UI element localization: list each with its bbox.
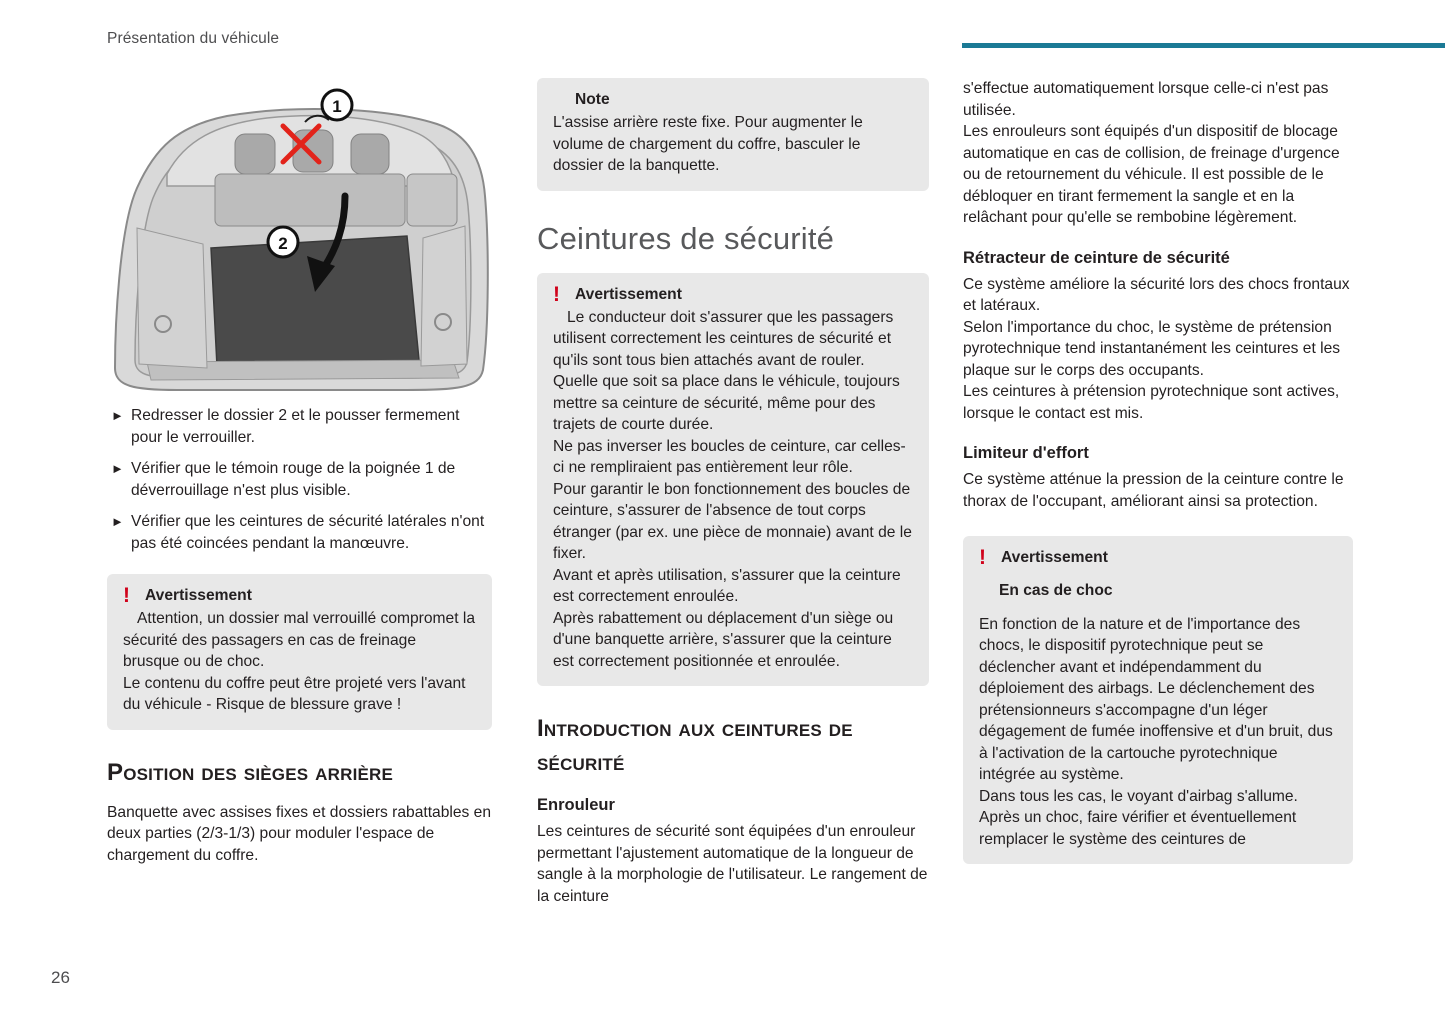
callout-paragraph: Attention, un dossier mal verrouillé compromet la sécurité des passagers en cas de freinage brusque ou de choc.: [123, 610, 476, 670]
column-middle: [537, 78, 929, 907]
callout-body: [979, 614, 1337, 851]
info-icon: [553, 90, 575, 109]
warning-icon: !: [979, 546, 986, 569]
list-item: [107, 405, 492, 448]
callout-header: [979, 548, 1337, 568]
section-paragraph: Les ceintures à prétension pyrotechnique sont actives, lorsque le contact est mis.: [963, 383, 1340, 422]
header-title: Présentation du véhicule: [107, 30, 280, 47]
callout-paragraph: Le contenu du coffre peut être projeté vers l'avant du véhicule - Risque de blessure grave !: [123, 674, 466, 713]
callout-paragraph: L'assise arrière reste fixe. Pour augmenter le volume de chargement du coffre, basculer le dossier de la banquette.: [553, 114, 863, 174]
section-body: Les ceintures de sécurité sont équipées d'un enrouleur permettant l'ajustement automatique de la longueur de sangle à la morphologie de l'utilisateur. Le rangement de la ceinture: [537, 823, 928, 905]
callout-subtitle: En cas de choc: [999, 582, 1113, 599]
bullet-marker-icon: ►: [111, 461, 124, 476]
bullet-marker-icon: ►: [111, 514, 124, 529]
page-number: 26: [51, 968, 70, 987]
callout-body: [553, 112, 913, 177]
column-left: [107, 78, 492, 866]
warning-icon: !: [123, 584, 130, 607]
callout-header: [553, 90, 913, 110]
note-callout-box: [537, 78, 929, 191]
header-accent-rule: [962, 43, 1445, 48]
subsection-heading-limiteur: Limiteur d'effort: [963, 444, 1089, 462]
callout-paragraph: Pour garantir le bon fonctionnement des boucles de ceinture, s'assurer de l'absence de tout corps étranger (par ex. une pièce de monnaie) avant de le fixer.: [553, 480, 912, 562]
instruction-list: [107, 405, 492, 554]
retracteur-body: [963, 274, 1353, 425]
callout-title: Avertissement: [145, 587, 252, 604]
callout-body: [123, 608, 476, 716]
callout-paragraph: Après un choc, faire vérifier et éventuellement remplacer le système des ceintures de: [979, 809, 1297, 848]
callout-body: [553, 307, 913, 673]
subsection-heading-retracteur: Rétracteur de ceinture de sécurité: [963, 248, 1230, 267]
callout-header: [553, 282, 913, 306]
svg-text:1: 1: [332, 97, 342, 116]
callout-paragraph: Dans tous les cas, le voyant d'airbag s'allume.: [979, 787, 1298, 805]
list-item-text: Vérifier que les ceintures de sécurité latérales n'ont pas été coincées pendant la manœuvre.: [131, 513, 485, 552]
callout-paragraph: Le conducteur doit s'assurer que les passagers utilisent correctement les ceintures de sécurité et qu'ils sont tous bien attachés avant de rouler.: [553, 308, 894, 369]
svg-text:2: 2: [278, 234, 288, 253]
callout-title: Avertissement: [575, 285, 682, 303]
warning-callout-box: [107, 574, 492, 730]
list-item-text: Vérifier que le témoin rouge de la poignée 1 de déverrouillage n'est plus visible.: [131, 460, 456, 499]
callout-paragraph: Quelle que soit sa place dans le véhicule, toujours mettre sa ceinture de sécurité, même pour des trajets de courte durée.: [553, 373, 900, 433]
callout-title: Avertissement: [1001, 549, 1108, 566]
chapter-title-seat-belts: Ceintures de sécurité: [537, 220, 835, 256]
column-right: [963, 78, 1353, 864]
page-header: [107, 30, 1445, 60]
list-item-text: Redresser le dossier 2 et le pousser fermement pour le verrouiller.: [131, 407, 460, 446]
callout-paragraph: Après rabattement ou déplacement d'un siège ou d'une banquette arrière, s'assurer que la ceinture est correctement positionnée et enroulée.: [553, 609, 894, 670]
section-paragraph: Ce système améliore la sécurité lors des chocs frontaux et latéraux.: [963, 275, 1350, 314]
list-item: [107, 511, 492, 554]
list-item: [107, 458, 492, 501]
bullet-marker-icon: ►: [111, 408, 124, 423]
callout-title: Note: [575, 91, 610, 108]
section-paragraph: s'effectue automatiquement lorsque celle-ci n'est pas utilisée.: [963, 80, 1329, 119]
rear-seat-folding-diagram: [107, 78, 492, 393]
callout-paragraph: Avant et après utilisation, s'assurer que la ceinture est correctement enroulée.: [553, 566, 901, 605]
callout-paragraph: Ne pas inverser les boucles de ceinture, car celles-ci ne rempliraient pas entièrement leur rôle.: [553, 437, 906, 476]
limiteur-body: [963, 469, 1353, 512]
warning-callout-box: [537, 273, 929, 687]
callout-header: [123, 586, 476, 606]
section-heading-rear-seat-position: Position des sièges arrière: [107, 758, 394, 786]
continuation-text: [963, 78, 1353, 229]
section-paragraph: Selon l'importance du choc, le système de prétension pyrotechnique tend instantanément les ceintures et les plaque sur le corps des occupants.: [963, 318, 1341, 379]
subsection-heading-enrouleur: Enrouleur: [537, 796, 615, 814]
callout-paragraph: En fonction de la nature et de l'importance des chocs, le dispositif pyrotechnique peut se déclencher avant et indépendamment du déploiement des airbags. Le déclenchement des prétensionneurs s'accompagne d'un léger dégagement de fumée inoffensive et d'un bruit, dus à l'activation de la cartouche pyrotechnique intégrée au système.: [979, 615, 1333, 783]
warning-icon: !: [553, 282, 560, 306]
section-heading-introduction: Introduction aux ceintures de sécurité: [537, 715, 853, 776]
warning-callout-box: [963, 536, 1353, 864]
section-body: Banquette avec assises fixes et dossiers rabattables en deux parties (2/3-1/3) pour moduler l'espace de chargement du coffre.: [107, 803, 491, 864]
section-paragraph: Ce système atténue la pression de la ceinture contre le thorax de l'occupant, améliorant ainsi sa protection.: [963, 471, 1344, 510]
section-paragraph: Les enrouleurs sont équipés d'un dispositif de blocage automatique en cas de collision, de freinage d'urgence ou de retournement du véhicule. Il est possible de le débloquer en tirant fermement la sangle et en la relâchant pour qu'elle se rembobine légèrement.: [963, 123, 1340, 226]
